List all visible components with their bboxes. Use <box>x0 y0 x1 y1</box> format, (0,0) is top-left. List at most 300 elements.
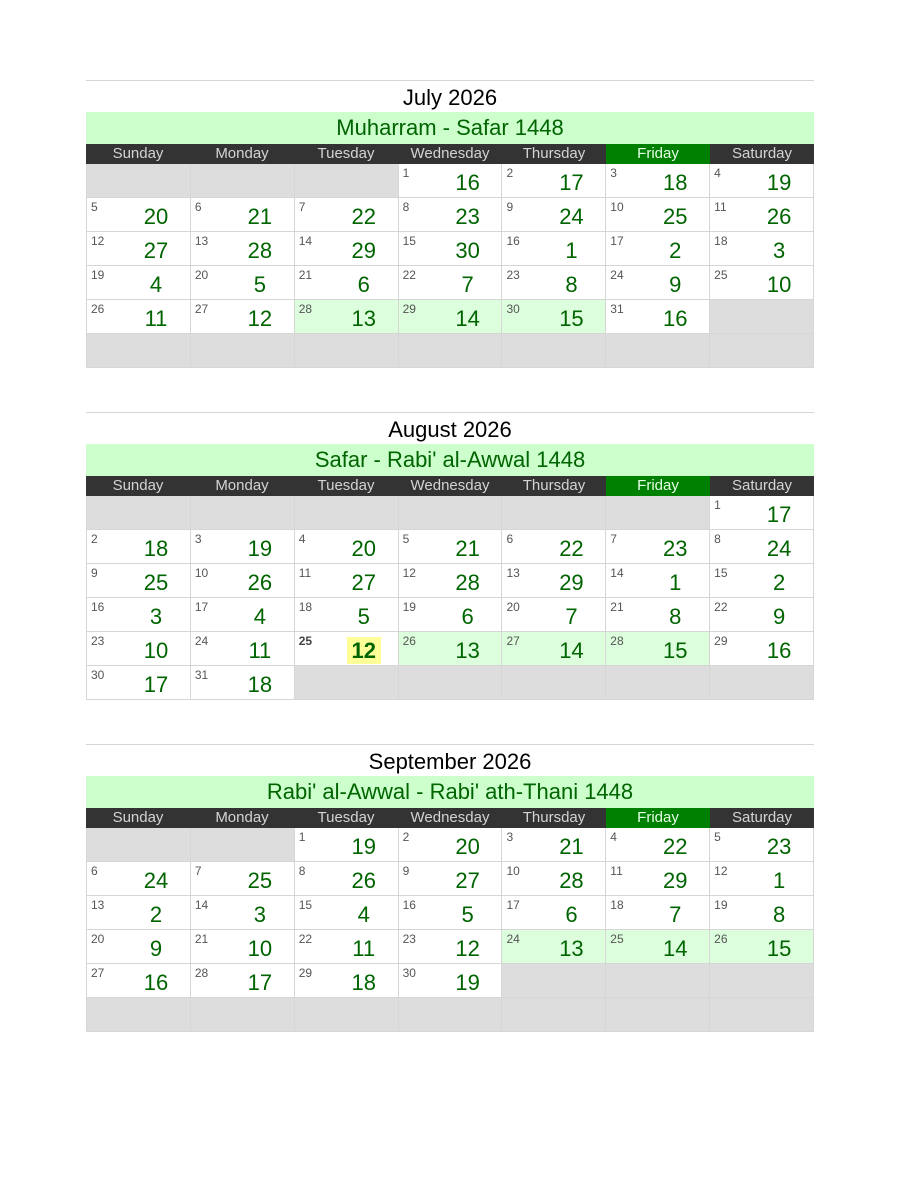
week-row <box>87 964 814 998</box>
day-cell[interactable] <box>191 266 295 300</box>
hijri-date: 6 <box>461 604 474 629</box>
day-cell[interactable] <box>710 828 814 862</box>
day-cell[interactable] <box>399 828 503 862</box>
gregorian-date: 7 <box>194 864 202 878</box>
gregorian-date: 31 <box>610 302 624 316</box>
empty-day-cell <box>399 334 503 368</box>
hijri-date: 14 <box>455 306 480 331</box>
hijri-date: 1 <box>669 570 682 595</box>
gregorian-date: 29 <box>402 302 416 316</box>
day-cell[interactable] <box>606 164 710 198</box>
day-cell[interactable] <box>87 300 191 334</box>
hijri-date: 16 <box>663 306 688 331</box>
day-cell[interactable] <box>295 198 399 232</box>
weekday-wednesday: Wednesday <box>410 477 490 494</box>
week-row <box>87 862 814 896</box>
empty-day-cell <box>191 828 295 862</box>
gregorian-date: 4 <box>610 830 617 844</box>
hijri-date: 19 <box>455 970 480 995</box>
gregorian-date: 13 <box>91 898 105 912</box>
day-cell[interactable] <box>295 896 399 930</box>
hijri-date: 23 <box>455 204 480 229</box>
hijri-date: 28 <box>559 868 584 893</box>
day-cell[interactable] <box>399 598 503 632</box>
gregorian-date: 18 <box>298 600 313 614</box>
month-title: August 2026 <box>388 417 512 442</box>
gregorian-date: 19 <box>402 600 416 614</box>
empty-day-cell <box>710 334 814 368</box>
hijri-date: 22 <box>663 834 688 859</box>
hijri-date: 11 <box>352 936 376 961</box>
empty-day-cell <box>606 334 710 368</box>
hijri-month-title: Rabi' al-Awwal - Rabi' ath-Thani 1448 <box>86 776 814 808</box>
day-cell[interactable] <box>399 198 503 232</box>
empty-day-cell <box>710 964 814 998</box>
day-cell[interactable] <box>191 564 295 598</box>
empty-day-cell <box>502 998 606 1032</box>
day-cell[interactable] <box>502 828 606 862</box>
hijri-date: 5 <box>357 604 370 629</box>
day-cell[interactable] <box>710 164 814 198</box>
gregorian-date: 27 <box>91 966 105 980</box>
empty-day-cell <box>502 964 606 998</box>
empty-day-cell <box>191 334 295 368</box>
hijri-date: 7 <box>669 902 682 927</box>
day-cell[interactable] <box>606 266 710 300</box>
gregorian-date: 10 <box>194 566 209 580</box>
hijri-month-title: Safar - Rabi' al-Awwal 1448 <box>86 444 814 476</box>
gregorian-date: 14 <box>194 898 209 912</box>
day-cell[interactable] <box>295 564 399 598</box>
hijri-date: 3 <box>773 238 786 263</box>
week-row <box>87 828 814 862</box>
day-cell[interactable] <box>191 666 295 700</box>
gregorian-date: 19 <box>91 268 105 282</box>
hijri-date: 20 <box>143 204 169 229</box>
day-cell[interactable] <box>191 930 295 964</box>
gregorian-date: 24 <box>506 932 520 946</box>
day-cell[interactable] <box>295 964 399 998</box>
day-cell[interactable] <box>502 232 606 266</box>
week-row <box>87 164 814 198</box>
hijri-date: 2 <box>149 902 163 927</box>
gregorian-date: 7 <box>298 200 306 214</box>
hijri-date: 23 <box>663 536 688 561</box>
day-cell[interactable] <box>502 862 606 896</box>
day-cell[interactable] <box>399 862 503 896</box>
day-cell[interactable] <box>191 530 295 564</box>
hijri-date: 26 <box>351 868 376 893</box>
day-cell[interactable] <box>710 266 814 300</box>
day-cell[interactable] <box>606 232 710 266</box>
day-cell[interactable] <box>399 164 503 198</box>
day-cell[interactable] <box>710 496 814 530</box>
weekday-saturday: Saturday <box>731 145 793 162</box>
gregorian-date: 14 <box>610 566 624 580</box>
day-cell[interactable] <box>399 564 503 598</box>
gregorian-date: 7 <box>610 532 617 546</box>
empty-day-cell <box>502 334 606 368</box>
day-cell[interactable] <box>295 266 399 300</box>
day-cell[interactable] <box>502 164 606 198</box>
day-cell[interactable] <box>191 300 295 334</box>
day-cell[interactable] <box>710 232 814 266</box>
day-cell[interactable] <box>295 828 399 862</box>
gregorian-date: 25 <box>610 932 624 946</box>
hijri-date: 4 <box>149 272 163 297</box>
empty-day-cell <box>710 300 814 334</box>
gregorian-date: 15 <box>298 898 313 912</box>
hijri-date: 10 <box>143 638 169 663</box>
hijri-date: 1 <box>773 868 786 893</box>
hijri-date: 24 <box>143 868 169 893</box>
weekday-friday: Friday <box>606 808 710 828</box>
weekday-wednesday: Wednesday <box>410 809 490 826</box>
gregorian-date: 3 <box>506 830 514 844</box>
day-cell[interactable] <box>710 930 814 964</box>
day-cell[interactable] <box>710 598 814 632</box>
weekday-thursday: Thursday <box>522 477 586 494</box>
day-cell[interactable] <box>87 964 191 998</box>
day-cell[interactable] <box>87 598 191 632</box>
hijri-date: 8 <box>565 272 578 297</box>
day-cell[interactable] <box>191 232 295 266</box>
empty-day-cell <box>295 666 399 700</box>
gregorian-date: 14 <box>298 234 313 248</box>
day-cell[interactable] <box>710 198 814 232</box>
hijri-date: 6 <box>357 272 370 297</box>
day-cell[interactable] <box>606 632 710 666</box>
gregorian-date: 26 <box>402 634 416 648</box>
hijri-date: 22 <box>351 204 376 229</box>
day-cell[interactable] <box>502 896 606 930</box>
day-cell[interactable] <box>191 964 295 998</box>
gregorian-date: 3 <box>194 532 202 546</box>
gregorian-date: 15 <box>714 566 728 580</box>
hijri-date: 13 <box>455 638 480 663</box>
hijri-date: 14 <box>559 638 584 663</box>
hijri-date: 28 <box>455 570 480 595</box>
hijri-date: 11 <box>248 638 272 663</box>
day-grid <box>86 828 814 1032</box>
weekday-header <box>86 808 814 828</box>
gregorian-date: 20 <box>506 600 520 614</box>
day-cell[interactable] <box>606 598 710 632</box>
gregorian-date: 31 <box>194 668 209 682</box>
gregorian-date: 1 <box>402 166 410 180</box>
empty-day-cell <box>606 496 710 530</box>
day-cell[interactable] <box>606 564 710 598</box>
gregorian-date: 13 <box>194 234 209 248</box>
day-cell[interactable] <box>87 266 191 300</box>
weekday-sunday: Sunday <box>112 809 164 826</box>
gregorian-date: 23 <box>91 634 105 648</box>
day-cell[interactable] <box>191 198 295 232</box>
day-cell[interactable] <box>191 896 295 930</box>
empty-day-cell <box>191 164 295 198</box>
day-cell[interactable] <box>710 632 814 666</box>
hijri-date: 26 <box>766 204 792 229</box>
empty-day-cell <box>87 164 191 198</box>
day-cell[interactable] <box>87 632 191 666</box>
empty-day-cell <box>710 998 814 1032</box>
day-cell[interactable] <box>606 300 710 334</box>
hijri-date: 5 <box>461 902 474 927</box>
hijri-date: 15 <box>559 306 584 331</box>
week-row <box>87 530 814 564</box>
hijri-date: 21 <box>559 834 584 859</box>
gregorian-date: 23 <box>402 932 416 946</box>
gregorian-date: 22 <box>402 268 416 282</box>
gregorian-date: 9 <box>506 200 514 214</box>
gregorian-date: 10 <box>506 864 520 878</box>
gregorian-date: 9 <box>402 864 410 878</box>
hijri-date: 2 <box>773 570 786 595</box>
hijri-date: 12 <box>247 306 273 331</box>
empty-day-cell <box>606 666 710 700</box>
day-cell[interactable] <box>87 198 191 232</box>
hijri-date: 23 <box>766 834 792 859</box>
day-cell[interactable] <box>606 828 710 862</box>
gregorian-date: 22 <box>298 932 313 946</box>
day-cell[interactable] <box>502 564 606 598</box>
day-cell[interactable] <box>606 896 710 930</box>
day-cell[interactable] <box>399 632 503 666</box>
day-cell[interactable] <box>502 598 606 632</box>
empty-day-cell <box>87 334 191 368</box>
hijri-date: 11 <box>144 306 168 331</box>
hijri-date: 26 <box>247 570 273 595</box>
empty-day-cell <box>606 998 710 1032</box>
hijri-date: 3 <box>149 604 163 629</box>
gregorian-date: 9 <box>91 566 98 580</box>
day-cell[interactable] <box>710 530 814 564</box>
hijri-date: 9 <box>773 604 786 629</box>
gregorian-date: 27 <box>194 302 209 316</box>
gregorian-date: 4 <box>298 532 306 546</box>
hijri-date: 7 <box>461 272 474 297</box>
hijri-date: 16 <box>143 970 169 995</box>
hijri-date: 29 <box>663 868 688 893</box>
gregorian-date: 21 <box>610 600 624 614</box>
gregorian-date: 17 <box>610 234 624 248</box>
week-row <box>87 632 814 666</box>
hijri-date: 28 <box>247 238 273 263</box>
hijri-date: 4 <box>357 902 370 927</box>
gregorian-date: 2 <box>91 532 98 546</box>
hijri-date: 19 <box>351 834 376 859</box>
day-cell[interactable] <box>606 198 710 232</box>
day-cell[interactable] <box>399 232 503 266</box>
gregorian-date: 30 <box>91 668 105 682</box>
gregorian-date: 11 <box>610 864 623 878</box>
gregorian-date: 29 <box>714 634 728 648</box>
day-cell[interactable] <box>710 564 814 598</box>
day-cell[interactable] <box>191 632 295 666</box>
week-row <box>87 998 814 1032</box>
hijri-date: 18 <box>143 536 169 561</box>
gregorian-date: 28 <box>298 302 313 316</box>
day-cell[interactable] <box>399 964 503 998</box>
hijri-month-title: Muharram - Safar 1448 <box>86 112 814 144</box>
gregorian-date: 18 <box>610 898 624 912</box>
hijri-date: 21 <box>247 204 273 229</box>
day-cell[interactable] <box>710 896 814 930</box>
hijri-date: 17 <box>766 502 792 527</box>
gregorian-date: 5 <box>91 200 98 214</box>
gregorian-date: 20 <box>91 932 105 946</box>
weekday-tuesday: Tuesday <box>317 809 375 826</box>
month-calendar-july <box>86 80 814 368</box>
gregorian-date: 6 <box>91 864 98 878</box>
hijri-date: 1 <box>565 238 578 263</box>
week-row <box>87 598 814 632</box>
weekday-saturday: Saturday <box>731 477 793 494</box>
day-cell-today[interactable] <box>295 632 399 666</box>
hijri-date: 25 <box>663 204 688 229</box>
gregorian-date: 28 <box>194 966 209 980</box>
week-row <box>87 300 814 334</box>
gregorian-date: 21 <box>194 932 209 946</box>
gregorian-date: 8 <box>714 532 721 546</box>
day-cell[interactable] <box>295 598 399 632</box>
day-cell[interactable] <box>87 896 191 930</box>
gregorian-date: 24 <box>194 634 209 648</box>
gregorian-date: 12 <box>91 234 105 248</box>
day-grid <box>86 496 814 700</box>
hijri-date: 19 <box>247 536 273 561</box>
hijri-date: 15 <box>766 936 792 961</box>
day-grid <box>86 164 814 368</box>
month-calendar-august <box>86 412 814 700</box>
day-cell[interactable] <box>606 530 710 564</box>
hijri-date: 17 <box>559 170 584 195</box>
day-cell[interactable] <box>191 598 295 632</box>
day-cell[interactable] <box>87 930 191 964</box>
day-cell[interactable] <box>502 530 606 564</box>
month-title: September 2026 <box>368 749 532 774</box>
gregorian-date: 13 <box>506 566 520 580</box>
day-cell[interactable] <box>606 930 710 964</box>
gregorian-date: 2 <box>506 166 514 180</box>
hijri-date: 14 <box>663 936 688 961</box>
day-cell[interactable] <box>87 862 191 896</box>
day-cell[interactable] <box>502 632 606 666</box>
weekday-saturday: Saturday <box>731 809 793 826</box>
hijri-date: 4 <box>253 604 266 629</box>
day-cell[interactable] <box>606 862 710 896</box>
day-cell[interactable] <box>87 232 191 266</box>
empty-day-cell <box>191 496 295 530</box>
gregorian-date: 26 <box>91 302 105 316</box>
gregorian-date: 12 <box>402 566 416 580</box>
day-cell[interactable] <box>87 530 191 564</box>
gregorian-date: 26 <box>714 932 728 946</box>
gregorian-date: 5 <box>714 830 721 844</box>
weekday-sunday: Sunday <box>112 145 164 162</box>
day-cell[interactable] <box>295 300 399 334</box>
empty-day-cell <box>399 998 503 1032</box>
weekday-friday: Friday <box>606 476 710 496</box>
day-cell[interactable] <box>399 266 503 300</box>
empty-day-cell <box>295 334 399 368</box>
hijri-date: 27 <box>455 868 480 893</box>
gregorian-date: 12 <box>714 864 728 878</box>
hijri-date: 27 <box>351 570 376 595</box>
hijri-date: 16 <box>766 638 792 663</box>
day-cell[interactable] <box>295 930 399 964</box>
gregorian-date: 16 <box>506 234 520 248</box>
hijri-date: 16 <box>455 170 480 195</box>
empty-day-cell <box>502 496 606 530</box>
hijri-date: 3 <box>253 902 266 927</box>
gregorian-date: 11 <box>714 200 727 214</box>
hijri-date: 20 <box>455 834 480 859</box>
day-cell[interactable] <box>502 198 606 232</box>
day-cell[interactable] <box>399 896 503 930</box>
weekday-monday: Monday <box>215 145 269 162</box>
hijri-date: 12 <box>455 936 480 961</box>
weekday-friday: Friday <box>606 144 710 164</box>
day-cell[interactable] <box>295 530 399 564</box>
week-row <box>87 896 814 930</box>
gregorian-date: 22 <box>714 600 728 614</box>
hijri-date: 2 <box>669 238 682 263</box>
gregorian-date: 1 <box>714 498 721 512</box>
weekday-header <box>86 476 814 496</box>
day-cell[interactable] <box>399 530 503 564</box>
week-row <box>87 198 814 232</box>
empty-day-cell <box>399 496 503 530</box>
gregorian-date: 6 <box>506 532 514 546</box>
day-cell[interactable] <box>502 300 606 334</box>
gregorian-date: 20 <box>194 268 209 282</box>
day-cell[interactable] <box>295 232 399 266</box>
gregorian-date: 8 <box>298 864 306 878</box>
empty-day-cell <box>295 998 399 1032</box>
gregorian-date: 2 <box>402 830 410 844</box>
day-cell[interactable] <box>399 930 503 964</box>
week-row <box>87 564 814 598</box>
weekday-header <box>86 144 814 164</box>
day-cell[interactable] <box>87 666 191 700</box>
gregorian-date: 21 <box>298 268 313 282</box>
empty-day-cell <box>399 666 503 700</box>
hijri-date: 7 <box>565 604 578 629</box>
hijri-date: 25 <box>143 570 169 595</box>
gregorian-date: 17 <box>194 600 209 614</box>
week-row <box>87 496 814 530</box>
gregorian-date: 3 <box>610 166 617 180</box>
hijri-date: 24 <box>766 536 792 561</box>
day-cell[interactable] <box>710 862 814 896</box>
weekday-tuesday: Tuesday <box>317 145 375 162</box>
day-cell[interactable] <box>502 266 606 300</box>
hijri-date: 9 <box>669 272 682 297</box>
day-cell[interactable] <box>87 564 191 598</box>
day-cell[interactable] <box>295 862 399 896</box>
day-cell[interactable] <box>502 930 606 964</box>
month-calendar-september <box>86 744 814 1032</box>
day-cell[interactable] <box>399 300 503 334</box>
hijri-date: 15 <box>663 638 688 663</box>
hijri-date: 29 <box>559 570 584 595</box>
day-cell[interactable] <box>191 862 295 896</box>
gregorian-date: 25 <box>714 268 728 282</box>
hijri-date: 22 <box>559 536 584 561</box>
empty-day-cell <box>295 496 399 530</box>
hijri-date: 24 <box>559 204 584 229</box>
